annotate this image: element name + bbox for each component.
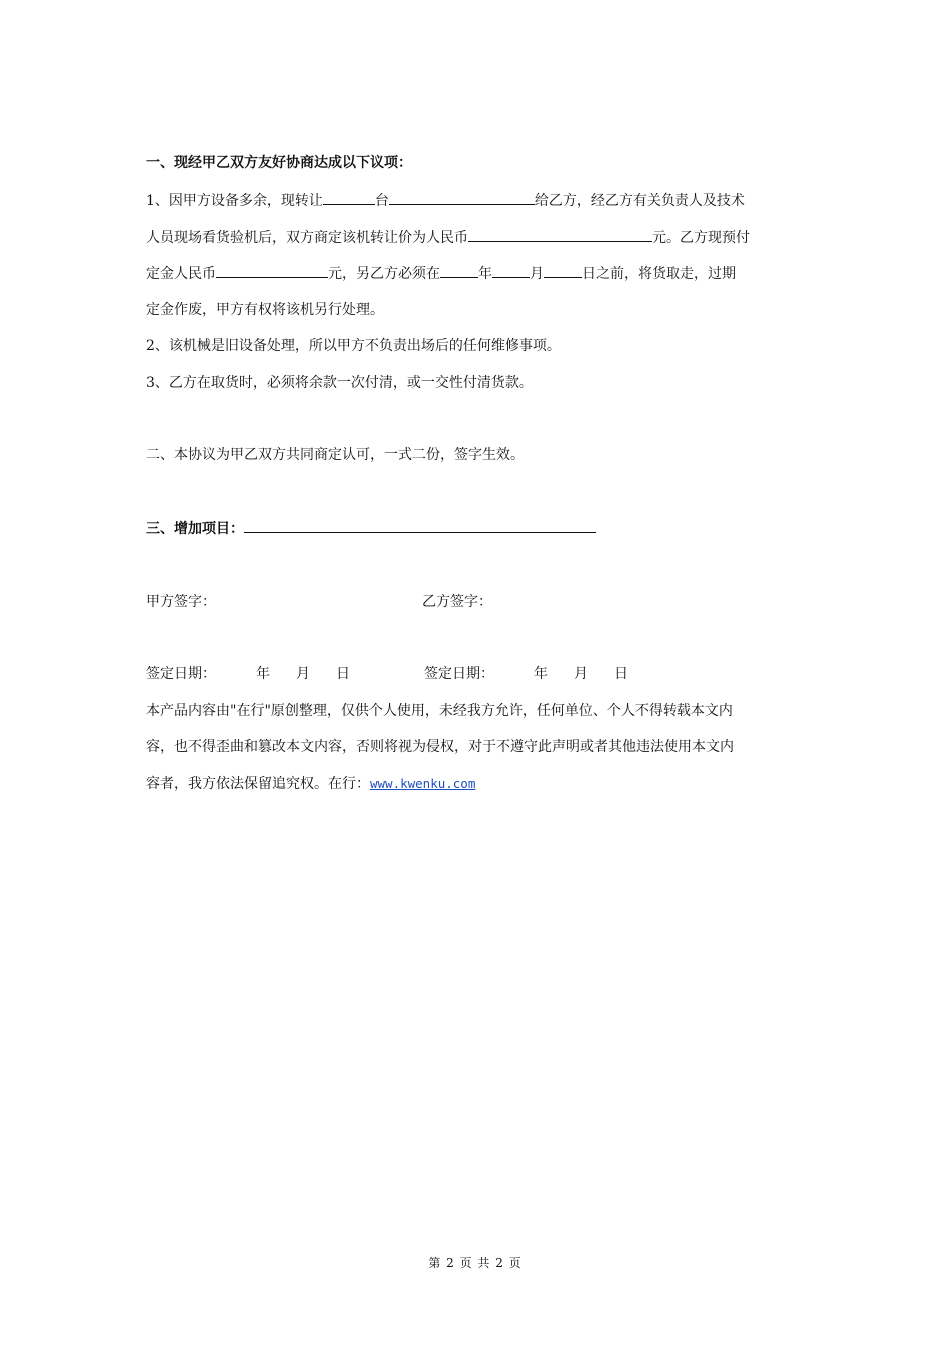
notice-line1: 本产品内容由"在行"原创整理，仅供个人使用，未经我方允许，任何单位、个人不得转载本文内 xyxy=(146,703,733,719)
clause1-line3: 定金人民币 元，另乙方必须在 年 月 日之前，将货取走，过期 xyxy=(146,263,808,284)
clause3: 3、乙方在取货时，必须将余款一次付清，或一交性付清货款。 xyxy=(146,375,533,391)
quantity-blank[interactable] xyxy=(323,190,375,205)
date-line: 签定日期： 年 月 日 签定日期： 年 月 日 xyxy=(146,666,628,682)
clause2: 2、该机械是旧设备处理，所以甲方不负责出场后的任何维修事项。 xyxy=(146,338,561,354)
additional-items-blank[interactable] xyxy=(244,518,596,533)
pickup-day-blank[interactable] xyxy=(544,263,582,278)
clause1-line4: 定金作废，甲方有权将该机另行处理。 xyxy=(146,302,384,318)
pickup-year-blank[interactable] xyxy=(440,263,478,278)
signature-line xyxy=(146,592,808,612)
deposit-amount-blank[interactable] xyxy=(216,263,328,278)
notice-line3: 容者，我方依法保留追究权。在行：www.kwenku.com xyxy=(146,776,476,792)
section1-heading: 一、现经甲乙双方友好协商达成以下议项： xyxy=(146,155,412,171)
page-number-footer: 第 2 页 共 2 页 xyxy=(428,1256,522,1270)
party-a-signature-label: 甲方签字： xyxy=(146,594,216,610)
party-b-date-label: 签定日期： xyxy=(424,666,494,682)
party-a-date-label: 签定日期： xyxy=(146,666,216,682)
pickup-month-blank[interactable] xyxy=(492,263,530,278)
section2-text: 二、本协议为甲乙双方共同商定认可，一式二份，签字生效。 xyxy=(146,447,524,463)
clause1-line1: 1、因甲方设备多余，现转让 台 给乙方，经乙方有关负责人及技术 xyxy=(146,190,808,211)
notice-line2: 容，也不得歪曲和篡改本文内容，否则将视为侵权，对于不遵守此声明或者其他违法使用本文内 xyxy=(146,739,734,755)
clause1-line2: 人员现场看货验机后，双方商定该机转让价为人民币 元。乙方现预付 xyxy=(146,227,808,248)
website-link[interactable]: www.kwenku.com xyxy=(370,776,476,791)
section3-line: 三、增加项目： xyxy=(146,518,808,539)
party-b-signature-label: 乙方签字： xyxy=(422,594,492,610)
equipment-name-blank[interactable] xyxy=(389,190,535,205)
transfer-price-blank[interactable] xyxy=(468,227,652,242)
